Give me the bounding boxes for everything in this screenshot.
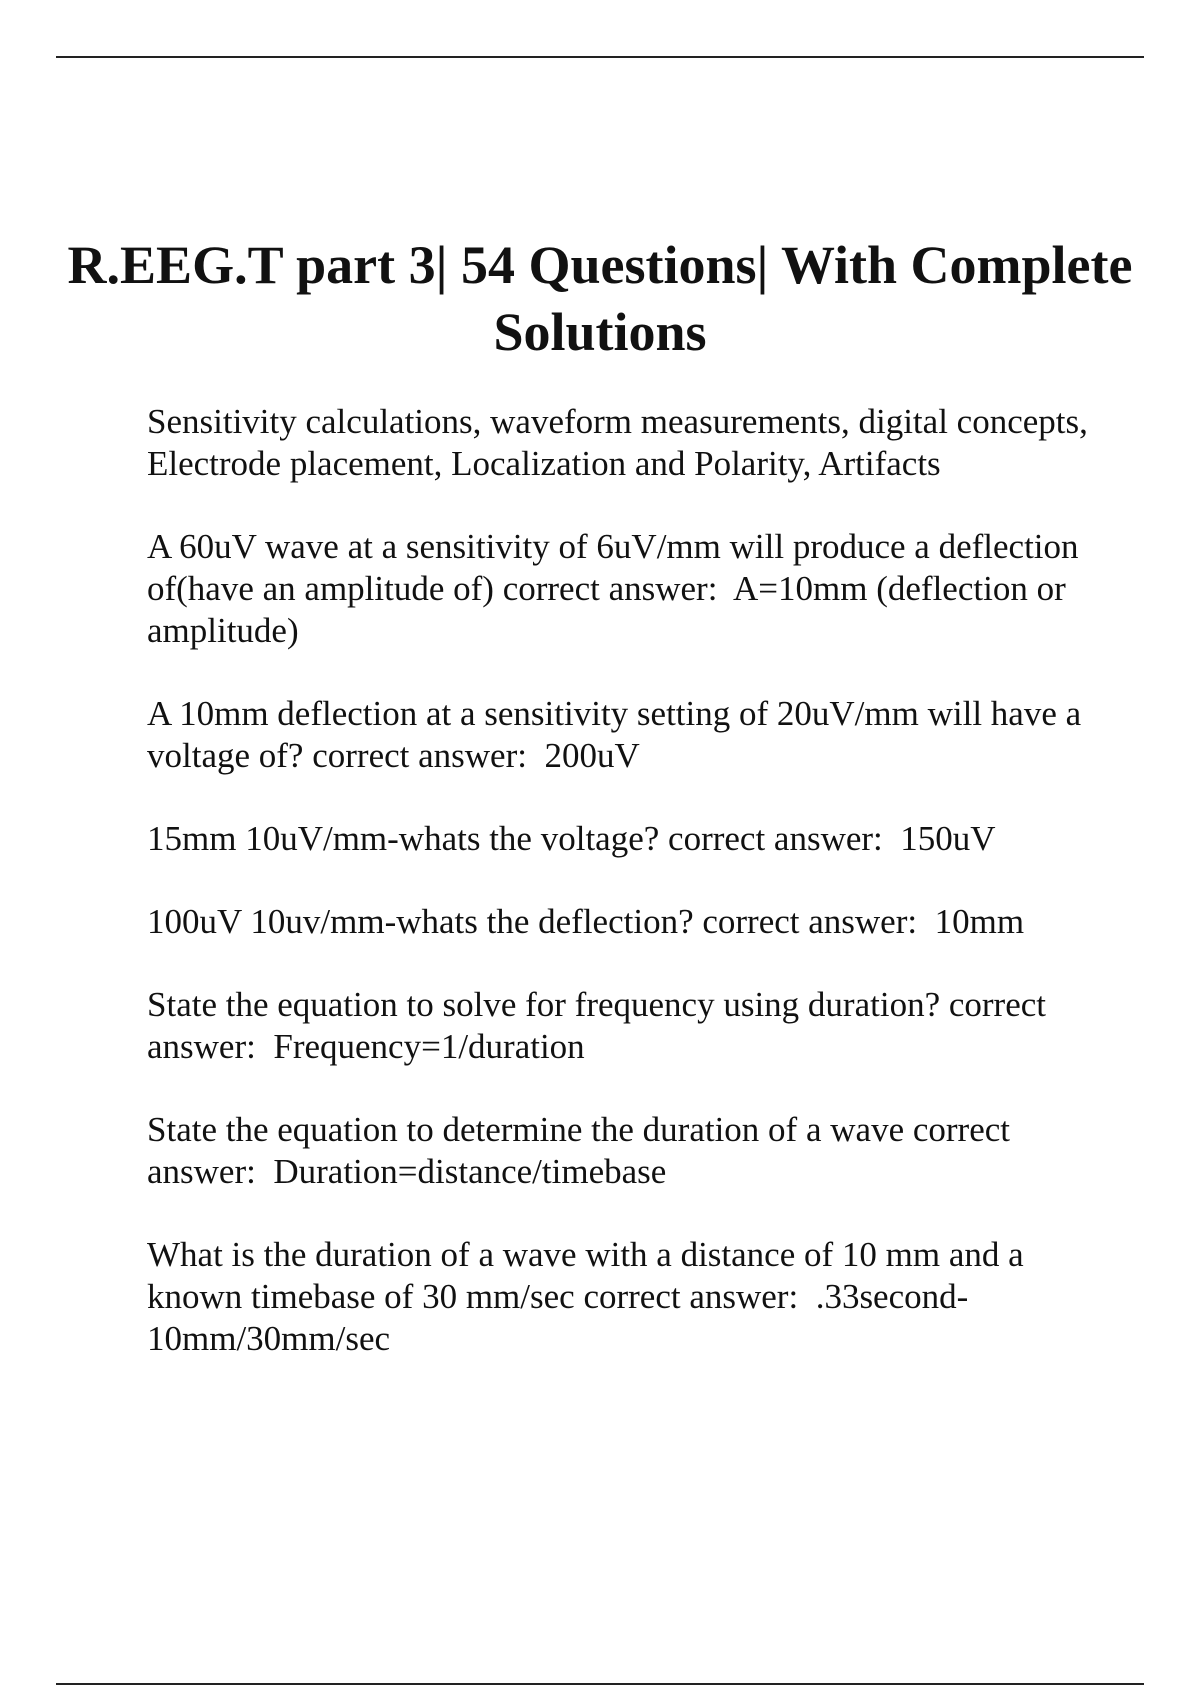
bottom-rule bbox=[56, 1683, 1144, 1685]
qa-item bbox=[147, 693, 1107, 777]
qa-item bbox=[147, 984, 1107, 1068]
question-text: State the equation to determine the duration of a wave bbox=[147, 1110, 905, 1149]
answer-text: 200uV bbox=[544, 736, 640, 775]
question-text: A 60uV wave at a sensitivity of 6uV/mm will produce a deflection of(have an amplitude of) bbox=[147, 527, 1088, 608]
answer-label: correct answer: bbox=[702, 902, 918, 941]
question-text: What is the duration of a wave with a distance of 10 mm and a known timebase of 30 mm/sec bbox=[147, 1235, 1033, 1316]
qa-item bbox=[147, 1234, 1107, 1360]
top-rule bbox=[56, 56, 1144, 58]
qa-item bbox=[147, 818, 1107, 860]
answer-text: .33second-10mm/30mm/sec bbox=[147, 1277, 969, 1358]
qa-item bbox=[147, 901, 1107, 943]
question-text: A 10mm deflection at a sensitivity setting of 20uV/mm will have a voltage of? bbox=[147, 694, 1090, 775]
qa-item bbox=[147, 1109, 1107, 1193]
answer-text: Duration=distance/timebase bbox=[273, 1152, 667, 1191]
document-body bbox=[147, 401, 1107, 1401]
answer-label: correct answer: bbox=[583, 1277, 799, 1316]
answer-label: correct answer: bbox=[668, 819, 883, 858]
answer-label: correct answer: bbox=[147, 1110, 1019, 1191]
question-text: 100uV 10uv/mm-whats the deflection? bbox=[147, 902, 694, 941]
qa-item bbox=[147, 526, 1107, 652]
answer-text: A=10mm (deflection or amplitude) bbox=[147, 569, 1075, 650]
answer-text: 10mm bbox=[934, 902, 1025, 941]
document-title: R.EEG.T part 3| 54 Questions| With Complete Solutions bbox=[67, 235, 1133, 362]
answer-label: correct answer: bbox=[312, 736, 527, 775]
answer-text: Frequency=1/duration bbox=[273, 1027, 585, 1066]
answer-label: correct answer: bbox=[147, 985, 1055, 1066]
answer-text: 150uV bbox=[900, 819, 996, 858]
question-text: 15mm 10uV/mm-whats the voltage? bbox=[147, 819, 660, 858]
question-text: State the equation to solve for frequency using duration? bbox=[147, 985, 941, 1024]
answer-label: correct answer: bbox=[502, 569, 718, 608]
intro-paragraph: Sensitivity calculations, waveform measurements, digital concepts, Electrode placement, Localization and Polarity, Artifacts bbox=[147, 402, 1097, 483]
